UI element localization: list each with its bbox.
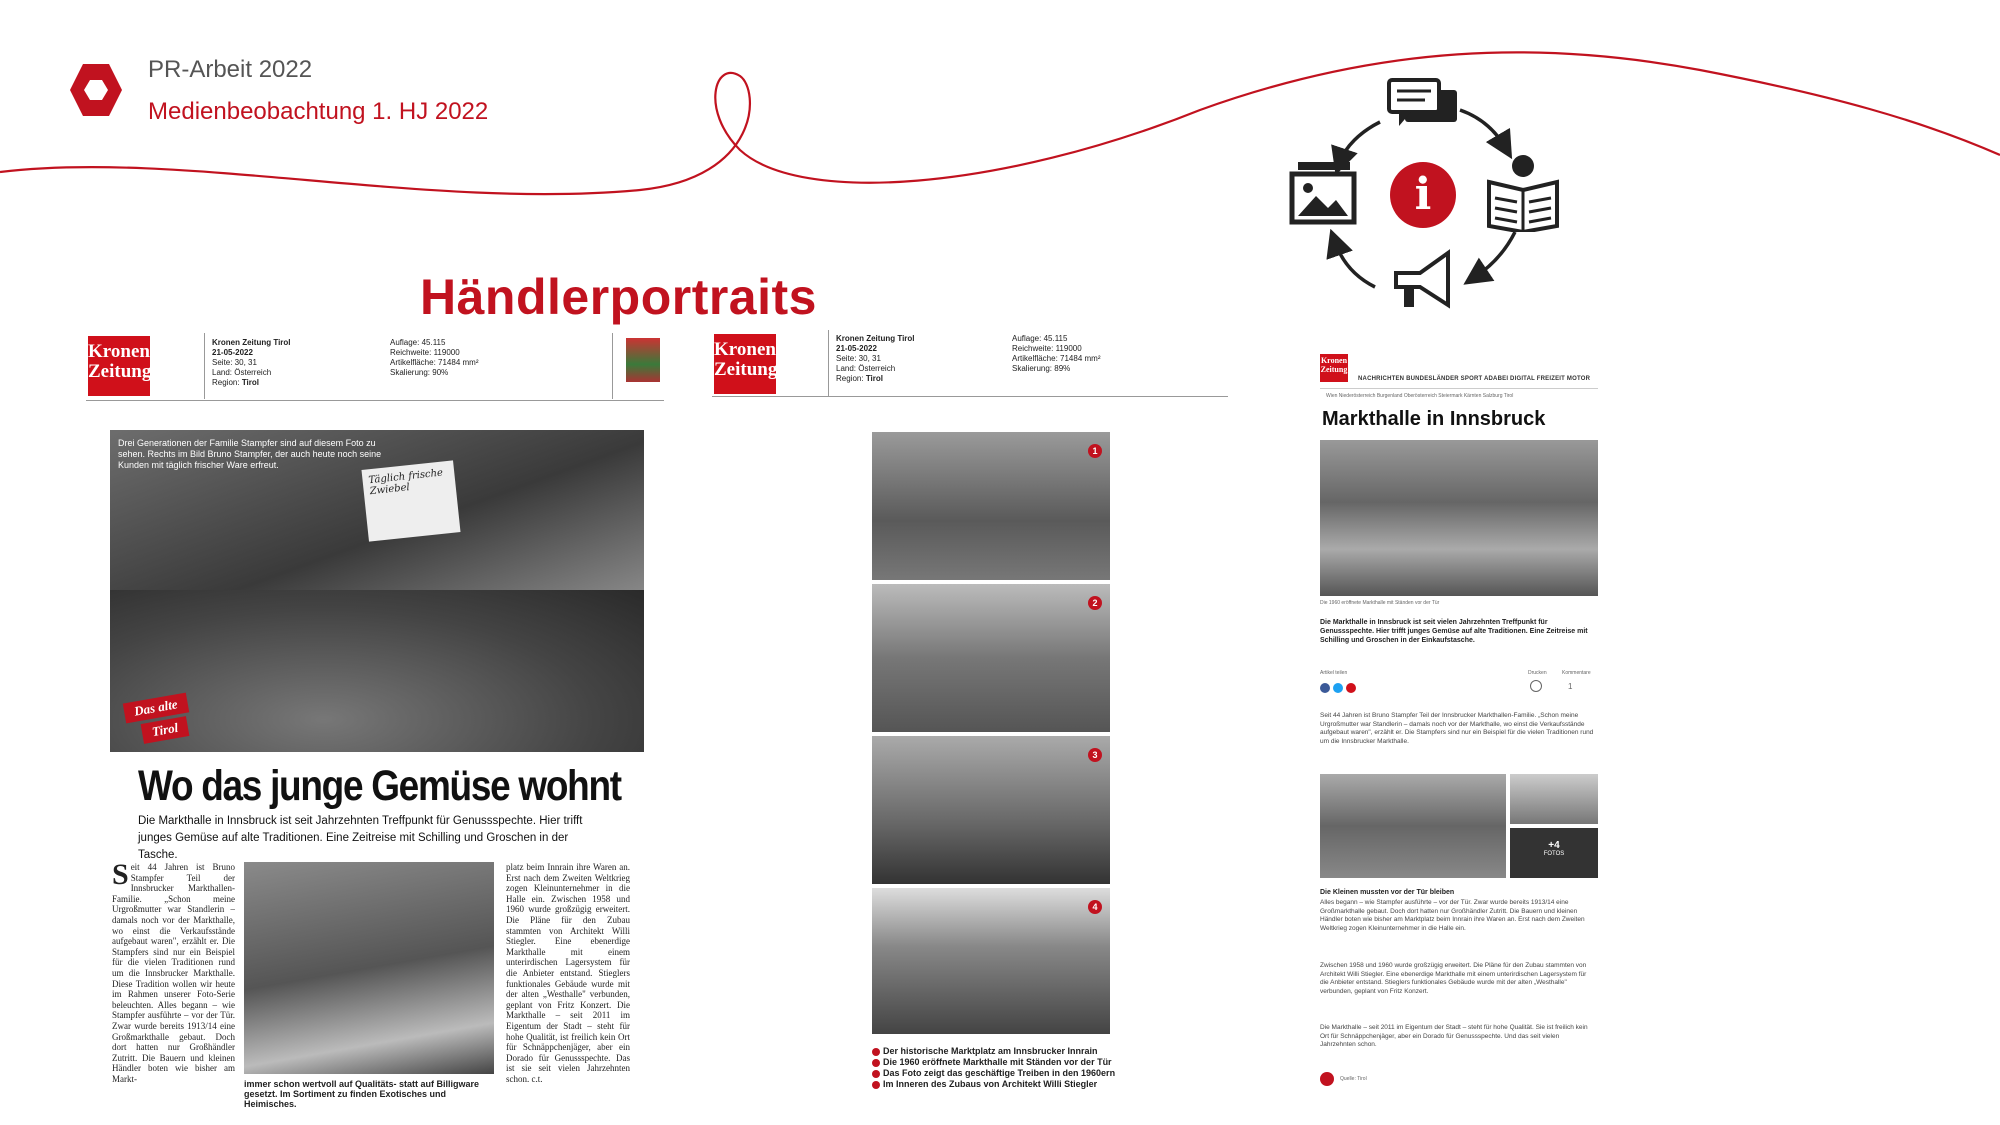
photo-legend: Der historische Marktplatz am Innsbrucker Innrain Die 1960 eröffnete Markthalle mit Ständen vor der Tür Das Foto zeigt das geschäftige Treiben in den 1960ern Im Inneren des Zubaus von Architekt Willi Stiegler — [872, 1046, 1132, 1090]
kronen-zeitung-logo-2: Kronen Zeitung — [714, 334, 776, 394]
share-label: Artikel teilen — [1320, 670, 1348, 676]
print-icon[interactable] — [1530, 680, 1542, 692]
article-column-1: Seit 44 Jahren ist Bruno Stampfer Teil der Innsbrucker Markthallen-Familie. „Schon meine Urgroßmutter war Standlerin – damals noch vor der Markthalle, wo einst die Verkaufsstände aufgebaut waren", erzählt er. Die Stampfers sind nur ein Beispiel für die vielen Traditionen rund um die Innsbrucker Markthalle. Diese Tradition wollen wir heute im Rahmen unserer Foto-Serie beleuchten. Alles begann – wie Stampfer ausführte – vor der Tür. Zwar wurde bereits 1913/14 eine Großmarkthalle gebaut. Doch dort hatten nur Großhändler Zutritt. Die Bauern und kleinen Händler boten wie bisher am Markt- — [112, 862, 235, 1084]
clip2-meta-left: Kronen Zeitung Tirol 21-05-2022 Seite: 30, 31 Land: Österreich Region: Tirol — [836, 334, 915, 383]
photo-interior-stiegler: 4 — [872, 888, 1110, 1034]
kronen-zeitung-logo: Kronen Zeitung — [88, 336, 150, 396]
market-family-photo: Drei Generationen der Familie Stampfer sind auf diesem Foto zu sehen. Rechts im Bild Bruno Stampfer, der auch heute noch seine Kunden mit täglich frischer Ware erfreut. Täglich frische Zwiebel Das alte Tirol — [110, 430, 644, 752]
photo-historic-marketplace: 1 — [872, 432, 1110, 580]
clip-meta-left: Kronen Zeitung Tirol 21-05-2022 Seite: 30, 31 Land: Österreich Region: Tirol — [212, 338, 291, 387]
web-subhead: Die Kleinen mussten vor der Tür bleiben — [1320, 889, 1455, 896]
web-image-caption: Die 1960 eröffnete Markthalle mit Ständen vor der Tür — [1320, 600, 1440, 606]
social-share[interactable] — [1320, 680, 1359, 698]
decorative-curve — [0, 0, 2000, 260]
photo-gallery-icon — [1288, 160, 1358, 228]
comments-label[interactable]: Kommentare — [1562, 670, 1591, 676]
photo-busy-1960s: 3 — [872, 736, 1110, 884]
facebook-icon[interactable] — [1320, 683, 1330, 693]
web-paragraph-4: Die Markthalle – seit 2011 im Eigentum der Stadt – steht für hohe Qualität. Sie ist freilich kein Ort für Schnäppchenjäger, aber ein Dorado für Genussspechte. Und das seit vielen Jahrzehnten schon. — [1320, 1024, 1588, 1049]
article-column-3: platz beim Innrain ihre Waren an. Erst nach dem Zweiten Weltkrieg zogen Kleinunternehmer in die Halle ein. Zwischen 1958 und 1960 wurde großzügig erweitert. Die Pläne für den Zubau stammten von Architekt Willi Stiegler. Eine ebenerdige Markthalle mit einem unterirdischen Lagersystem für die Anbieter entstand. Stieglers funktionales Gebäude wurde mit der alten „Westhalle" verbunden, geplant von Fritz Konzert. Die Markthalle – seit 2011 im Eigentum der Stadt – steht für hohe Qualität, ist freilich kein Ort für Schnäppchenjäger, aber ein Dorado für Genussspechte. Das ist sie seit vielen Jahrzehnten schon. c.t. — [506, 862, 630, 1084]
page-title: Händlerportraits — [420, 269, 817, 325]
twitter-icon[interactable] — [1333, 683, 1343, 693]
header-topic: PR-Arbeit 2022 — [148, 56, 313, 83]
web-subnav[interactable]: Wien Niederösterreich Burgenland Oberösterreich Steiermark Kärnten Salzburg Tirol — [1326, 393, 1514, 399]
article-lead: Die Markthalle in Innsbruck ist seit Jahrzehnten Treffpunkt für Genussspechte. Hier trifft junges Gemüse auf alte Traditionen. Eine Zeitreise mit Schilling und Groschen in der Tasche. — [138, 815, 583, 861]
web-lead: Die Markthalle in Innsbruck ist seit vielen Jahrzehnten Treffpunkt für Genussspechte. Hier trifft junges Gemüse auf alte Traditionen. Eine Zeitreise mit Schilling und Groschen in der Einkaufstasche. — [1320, 619, 1588, 644]
comments-count[interactable]: 1 — [1568, 682, 1573, 691]
hexagon-logo-icon — [68, 62, 124, 118]
source-avatar — [1320, 1072, 1334, 1086]
web-nav[interactable]: NACHRICHTEN BUNDESLÄNDER SPORT ADABEI DIGITAL FREIZEIT MOTOR — [1358, 376, 1591, 382]
sign: Täglich frische Zwiebel — [361, 460, 460, 541]
web-gallery-more[interactable]: +4 FOTOS — [1510, 828, 1598, 878]
badge-tirol: Tirol — [141, 716, 190, 744]
clip-meta-right: Auflage: 45.115 Reichweite: 119000 Artikelfläche: 71484 mm² Skalierung: 90% — [390, 338, 479, 377]
web-article-title: Markthalle in Innsbruck — [1322, 408, 1546, 430]
kronen-zeitung-web-logo: Kronen Zeitung — [1320, 354, 1348, 382]
column-photo-caption: immer schon wertvoll auf Qualitäts- statt auf Billigware gesetzt. Im Sortiment zu finden Exotisches und Heimisches. — [244, 1079, 480, 1109]
web-paragraph-3: Zwischen 1958 und 1960 wurde großzügig erweitert. Die Pläne für den Zubau stammten von Architekt Willi Stiegler. Eine ebenerdige Markthalle mit einem unterirdischen Lagersystem für die Anbieter entstand. Stieglers funktionales Gebäude wurde mit der alten „Westhalle" verbunden, geplant von Fritz Konzert. — [1320, 962, 1587, 995]
tirol-emblem — [626, 338, 660, 382]
market-stall-photo — [244, 862, 494, 1074]
web-hero-photo — [1320, 440, 1598, 596]
info-cycle-graphic — [1280, 72, 1570, 322]
print-label[interactable]: Drucken — [1528, 670, 1547, 676]
web-paragraph-1: Seit 44 Jahren ist Bruno Stampfer Teil der Innsbrucker Markthallen-Familie. „Schon meine Urgroßmutter war Standlerin – damals noch vor der Markthalle, wo einst die Verkaufsstände aufgebaut waren", erzählt er. Die Stampfers sind nur ein Beispiel für die vielen Traditionen rund um die Innsbrucker Markthalle. — [1320, 712, 1594, 745]
web-gallery-photo-2[interactable] — [1510, 774, 1598, 824]
mail-icon[interactable] — [1346, 683, 1356, 693]
header-subtitle: Medienbeobachtung 1. HJ 2022 — [148, 98, 489, 125]
web-paragraph-2: Alles begann – wie Stampfer ausführte – vor der Tür. Zwar wurde bereits 1913/14 eine Großmarkthalle gebaut. Doch dort hatten nur Großhändler Zutritt. Die Bauern und kleinen Händler boten wie bisher am Marktplatz beim Innrain ihre Waren an. Erst nach dem Zweiten Weltkrieg zogen Kleinunternehmer in die Halle ein. — [1320, 899, 1585, 932]
web-gallery-photo-1[interactable] — [1320, 774, 1506, 878]
megaphone-icon — [1390, 247, 1460, 313]
badge-das-alte: Das alte — [123, 693, 189, 724]
clip2-meta-right: Auflage: 45.115 Reichweite: 119000 Artikelfläche: 71484 mm² Skalierung: 89% — [1012, 334, 1101, 373]
info-icon: i — [1390, 162, 1456, 228]
chat-bubbles-icon — [1385, 76, 1461, 134]
newspaper-reader-icon — [1485, 154, 1561, 232]
photo-markthalle-1960: 2 — [872, 584, 1110, 732]
article-headline: Wo das junge Gemüse wohnt — [138, 762, 621, 810]
web-source: Quelle: Tirol — [1340, 1076, 1367, 1082]
